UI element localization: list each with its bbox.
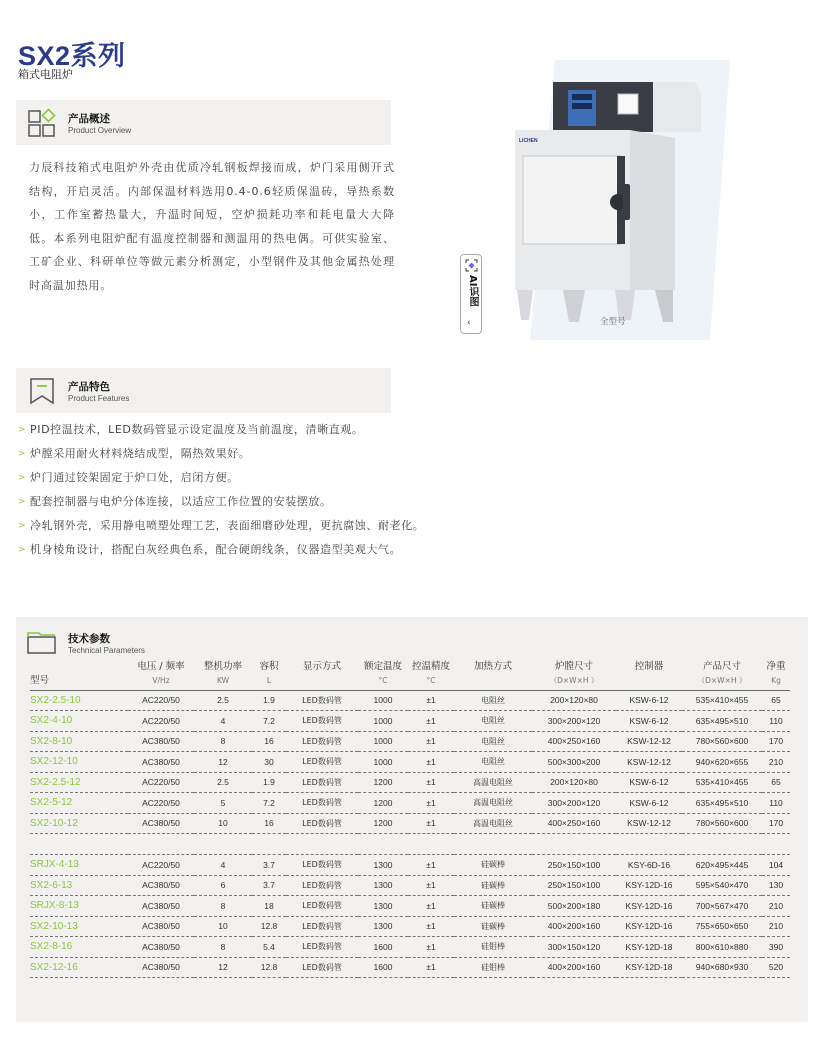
table-cell: 1200: [358, 813, 408, 834]
table-cell: 电阻丝: [454, 752, 532, 773]
table-cell: ±1: [408, 813, 454, 834]
table-cell: 780×560×600: [682, 813, 762, 834]
model-cell: SX2-2.5-12: [30, 772, 128, 793]
table-cell: 硅碳棒: [454, 875, 532, 896]
table-cell: 1000: [358, 690, 408, 711]
table-cell: 1200: [358, 772, 408, 793]
table-cell: AC220/50: [128, 690, 194, 711]
table-cell: LED数码管: [286, 752, 358, 773]
page-title: SX2系列: [18, 41, 126, 71]
table-cell: 电阻丝: [454, 711, 532, 732]
table-cell: 电阻丝: [454, 731, 532, 752]
table-cell: AC380/50: [128, 875, 194, 896]
table-cell: 高温电阻丝: [454, 813, 532, 834]
table-cell: 10: [194, 813, 252, 834]
model-cell: SX2-2.5-10: [30, 690, 128, 711]
table-cell: ±1: [408, 957, 454, 978]
params-table-body: [30, 690, 790, 978]
table-cell: 635×495×510: [682, 793, 762, 814]
table-row: [30, 793, 790, 814]
model-cell: SX2-12-16: [30, 957, 128, 978]
table-cell: 210: [762, 896, 790, 917]
page-subtitle: 箱式电阻炉: [18, 68, 73, 81]
table-cell: 400×250×160: [532, 813, 616, 834]
table-row: [30, 855, 790, 876]
header-row: [30, 657, 790, 672]
table-cell: 12.8: [252, 957, 286, 978]
table-row: [30, 690, 790, 711]
table-cell: LED数码管: [286, 731, 358, 752]
folder-icon: [27, 632, 57, 654]
overview-title-en: Product Overview: [68, 126, 132, 135]
feature-item: > 炉门通过铰架固定于炉口处，启闭方便。: [18, 471, 239, 484]
brand-logo: LICHEN: [519, 138, 538, 144]
table-row: [30, 875, 790, 896]
table-cell: AC380/50: [128, 813, 194, 834]
tech-title: 技术参数: [68, 633, 110, 645]
units-row: V/Hz KW L °C °C （D×W×H ） （D×W×H ） Kg: [30, 672, 790, 690]
model-cell: SX2-4-10: [30, 711, 128, 732]
table-cell: 210: [762, 916, 790, 937]
col-controller: 控制器: [634, 661, 664, 672]
table-cell: 65: [762, 690, 790, 711]
tech-title-en: Technical Parameters: [68, 646, 145, 655]
table-cell: 高温电阻丝: [454, 793, 532, 814]
table-cell: AC220/50: [128, 772, 194, 793]
table-cell: 130: [762, 875, 790, 896]
table-cell: 3.7: [252, 875, 286, 896]
table-cell: KSY-12D-16: [616, 896, 682, 917]
table-cell: ±1: [408, 731, 454, 752]
table-cell: AC220/50: [128, 793, 194, 814]
feature-item: > 机身棱角设计，搭配白灰经典色系，配合硬朗线条，仪器造型美观大气。: [18, 543, 402, 556]
table-cell: 电阻丝: [454, 690, 532, 711]
table-cell: KSW-6-12: [616, 711, 682, 732]
table-cell: 12.8: [252, 916, 286, 937]
table-row: [30, 752, 790, 773]
chevron-right-icon: >: [18, 521, 27, 531]
table-cell: 5: [194, 793, 252, 814]
model-cell: SRJX-4-13: [30, 855, 128, 876]
table-cell: AC380/50: [128, 752, 194, 773]
table-cell: 16: [252, 731, 286, 752]
model-cell: SX2-10-12: [30, 813, 128, 834]
table-cell: KSY-12D-18: [616, 937, 682, 958]
table-cell: 250×150×100: [532, 855, 616, 876]
feature-item: > 配套控制器与电炉分体连接，以适应工作位置的安装摆放。: [18, 495, 332, 508]
features-title-en: Product Features: [68, 394, 130, 403]
table-cell: ±1: [408, 937, 454, 958]
chevron-right-icon: >: [18, 545, 27, 555]
table-cell: LED数码管: [286, 896, 358, 917]
table-cell: 940×680×930: [682, 957, 762, 978]
table-cell: 1.9: [252, 690, 286, 711]
collapse-icon[interactable]: ‹: [467, 318, 471, 328]
table-cell: 18: [252, 896, 286, 917]
feature-item: > 炉膛采用耐火材料烧结成型，隔热效果好。: [18, 447, 251, 460]
table-row: [30, 896, 790, 917]
table-cell: 104: [762, 855, 790, 876]
table-cell: KSY-12D-16: [616, 875, 682, 896]
table-row: [30, 772, 790, 793]
model-cell: SX2-8-16: [30, 937, 128, 958]
table-cell: KSY-12D-18: [616, 957, 682, 978]
table-cell: 620×495×445: [682, 855, 762, 876]
tech-params-panel: [16, 617, 808, 1022]
table-cell: 30: [252, 752, 286, 773]
table-cell: 8: [194, 896, 252, 917]
col-power: 整机功率: [203, 661, 242, 672]
table-cell: KSY-12D-16: [616, 916, 682, 937]
table-cell: KSW-6-12: [616, 690, 682, 711]
table-cell: 250×150×100: [532, 875, 616, 896]
table-cell: 300×150×120: [532, 937, 616, 958]
table-cell: 700×567×470: [682, 896, 762, 917]
chevron-right-icon: >: [18, 497, 27, 507]
table-cell: 400×250×160: [532, 731, 616, 752]
chevron-right-icon: >: [18, 425, 27, 435]
table-cell: 16: [252, 813, 286, 834]
table-cell: ±1: [408, 875, 454, 896]
table-cell: LED数码管: [286, 937, 358, 958]
table-cell: 535×410×455: [682, 772, 762, 793]
model-cell: SX2-5-12: [30, 793, 128, 814]
model-cell: SX2-12-10: [30, 752, 128, 773]
table-cell: 1.9: [252, 772, 286, 793]
table-cell: 210: [762, 752, 790, 773]
model-cell: SX2-6-13: [30, 875, 128, 896]
params-table: [30, 657, 790, 978]
table-cell: 2.5: [194, 772, 252, 793]
table-cell: 200×120×80: [532, 690, 616, 711]
col-volume: 容积: [259, 661, 279, 672]
model-cell: SRJX-8-13: [30, 896, 128, 917]
table-cell: 12: [194, 957, 252, 978]
table-cell: KSW-6-12: [616, 793, 682, 814]
table-cell: LED数码管: [286, 957, 358, 978]
table-row: [30, 813, 790, 834]
table-row: [30, 731, 790, 752]
table-cell: LED数码管: [286, 793, 358, 814]
table-cell: 7.2: [252, 711, 286, 732]
ai-widget-label: AI识图: [467, 275, 478, 307]
table-cell: 8: [194, 731, 252, 752]
table-cell: 10: [194, 916, 252, 937]
table-cell: ±1: [408, 711, 454, 732]
overview-header: [16, 100, 391, 145]
table-cell: AC380/50: [128, 937, 194, 958]
table-cell: ±1: [408, 855, 454, 876]
table-cell: 110: [762, 793, 790, 814]
product-image: [505, 60, 730, 340]
model-cell: SX2-10-13: [30, 916, 128, 937]
table-cell: 8: [194, 937, 252, 958]
table-cell: 200×120×80: [532, 772, 616, 793]
group-spacer: [30, 834, 790, 855]
table-cell: LED数码管: [286, 711, 358, 732]
table-row: [30, 916, 790, 937]
scan-icon: [465, 259, 478, 272]
table-cell: 3.7: [252, 855, 286, 876]
table-cell: 800×610×880: [682, 937, 762, 958]
table-cell: 1300: [358, 916, 408, 937]
table-cell: 7.2: [252, 793, 286, 814]
table-cell: 4: [194, 855, 252, 876]
table-cell: 硅碳棒: [454, 896, 532, 917]
furnace-illustration: [505, 60, 730, 340]
table-cell: 1600: [358, 957, 408, 978]
table-cell: KSW-12-12: [616, 752, 682, 773]
table-cell: 535×410×455: [682, 690, 762, 711]
table-cell: 65: [762, 772, 790, 793]
table-cell: LED数码管: [286, 875, 358, 896]
image-caption: 全型号: [600, 317, 626, 327]
table-cell: 1300: [358, 855, 408, 876]
ai-image-recognition-button[interactable]: [460, 254, 482, 334]
table-cell: AC380/50: [128, 957, 194, 978]
table-cell: 2.5: [194, 690, 252, 711]
table-cell: KSY-6D-16: [616, 855, 682, 876]
table-cell: KSW-12-12: [616, 731, 682, 752]
table-row: [30, 711, 790, 732]
table-cell: LED数码管: [286, 813, 358, 834]
table-cell: 300×200×120: [532, 793, 616, 814]
table-cell: 高温电阻丝: [454, 772, 532, 793]
table-cell: 500×200×180: [532, 896, 616, 917]
table-cell: LED数码管: [286, 916, 358, 937]
table-cell: 595×540×470: [682, 875, 762, 896]
table-cell: ±1: [408, 772, 454, 793]
overview-title: 产品概述: [68, 113, 110, 125]
table-cell: KSW-12-12: [616, 813, 682, 834]
table-cell: 1600: [358, 937, 408, 958]
chevron-right-icon: >: [18, 449, 27, 459]
table-cell: 110: [762, 711, 790, 732]
bookmark-icon: [28, 376, 58, 406]
table-cell: 755×650×650: [682, 916, 762, 937]
table-cell: 500×300×200: [532, 752, 616, 773]
col-model: 型号: [30, 657, 128, 690]
features-header: [16, 368, 391, 413]
table-cell: KSW-6-12: [616, 772, 682, 793]
table-cell: 12: [194, 752, 252, 773]
table-cell: AC380/50: [128, 731, 194, 752]
table-cell: 520: [762, 957, 790, 978]
feature-item: > PID控温技术，LED数码管显示设定温度及当前温度，清晰直观。: [18, 423, 364, 436]
chevron-right-icon: >: [18, 473, 27, 483]
table-cell: LED数码管: [286, 772, 358, 793]
col-heating: 加热方式: [473, 661, 512, 672]
table-cell: 4: [194, 711, 252, 732]
overview-text: 力辰科技箱式电阻炉外壳由优质冷轧钢板焊接而成，炉门采用侧开式结构，开启灵活。内部保温材料选用0.4-0.6轻质保温砖，导热系数小，工作室蓄热量大，升温时间短，空炉损耗功率和耗电量大大降低。本系列电阻炉配有温度控制器和测温用的热电偶。可供实验室、工矿企业、科研单位等做元素分析测定，小型钢件及其他金属热处理时高温加热用。: [29, 161, 395, 292]
table-cell: 300×200×120: [532, 711, 616, 732]
table-cell: 硅钼棒: [454, 937, 532, 958]
table-cell: AC380/50: [128, 916, 194, 937]
col-voltage: 电压 / 频率: [137, 661, 185, 672]
features-title: 产品特色: [68, 381, 110, 393]
table-cell: 635×495×510: [682, 711, 762, 732]
table-cell: 170: [762, 731, 790, 752]
table-cell: 390: [762, 937, 790, 958]
table-cell: ±1: [408, 752, 454, 773]
table-cell: 5.4: [252, 937, 286, 958]
feature-item: > 冷轧钢外壳，采用静电喷塑处理工艺，表面细磨砂处理，更抗腐蚀、耐老化。: [18, 519, 425, 532]
table-cell: 940×620×655: [682, 752, 762, 773]
table-cell: 400×200×160: [532, 957, 616, 978]
table-cell: AC220/50: [128, 855, 194, 876]
table-cell: 6: [194, 875, 252, 896]
table-cell: 780×560×600: [682, 731, 762, 752]
features-list: [18, 422, 424, 566]
table-cell: 170: [762, 813, 790, 834]
table-cell: AC220/50: [128, 711, 194, 732]
grid-diamond-icon: [28, 108, 58, 138]
table-cell: 1000: [358, 752, 408, 773]
col-chamber-size: 炉膛尺寸: [554, 661, 593, 672]
table-cell: ±1: [408, 896, 454, 917]
table-row: [30, 937, 790, 958]
table-cell: 400×200×160: [532, 916, 616, 937]
table-cell: 1300: [358, 875, 408, 896]
col-rated-temp: 额定温度: [363, 661, 402, 672]
table-cell: 硅碳棒: [454, 916, 532, 937]
table-cell: ±1: [408, 793, 454, 814]
table-cell: ±1: [408, 916, 454, 937]
table-cell: 1000: [358, 711, 408, 732]
table-cell: 1000: [358, 731, 408, 752]
table-cell: 1200: [358, 793, 408, 814]
table-cell: 硅碳棒: [454, 855, 532, 876]
table-cell: AC380/50: [128, 896, 194, 917]
table-cell: 硅钼棒: [454, 957, 532, 978]
col-weight: 净重: [766, 661, 786, 672]
table-cell: 1300: [358, 896, 408, 917]
col-accuracy: 控温精度: [411, 661, 450, 672]
table-cell: LED数码管: [286, 690, 358, 711]
table-row: [30, 957, 790, 978]
table-cell: LED数码管: [286, 855, 358, 876]
col-product-size: 产品尺寸: [702, 661, 741, 672]
col-display: 显示方式: [302, 661, 341, 672]
model-cell: SX2-8-10: [30, 731, 128, 752]
table-cell: ±1: [408, 690, 454, 711]
